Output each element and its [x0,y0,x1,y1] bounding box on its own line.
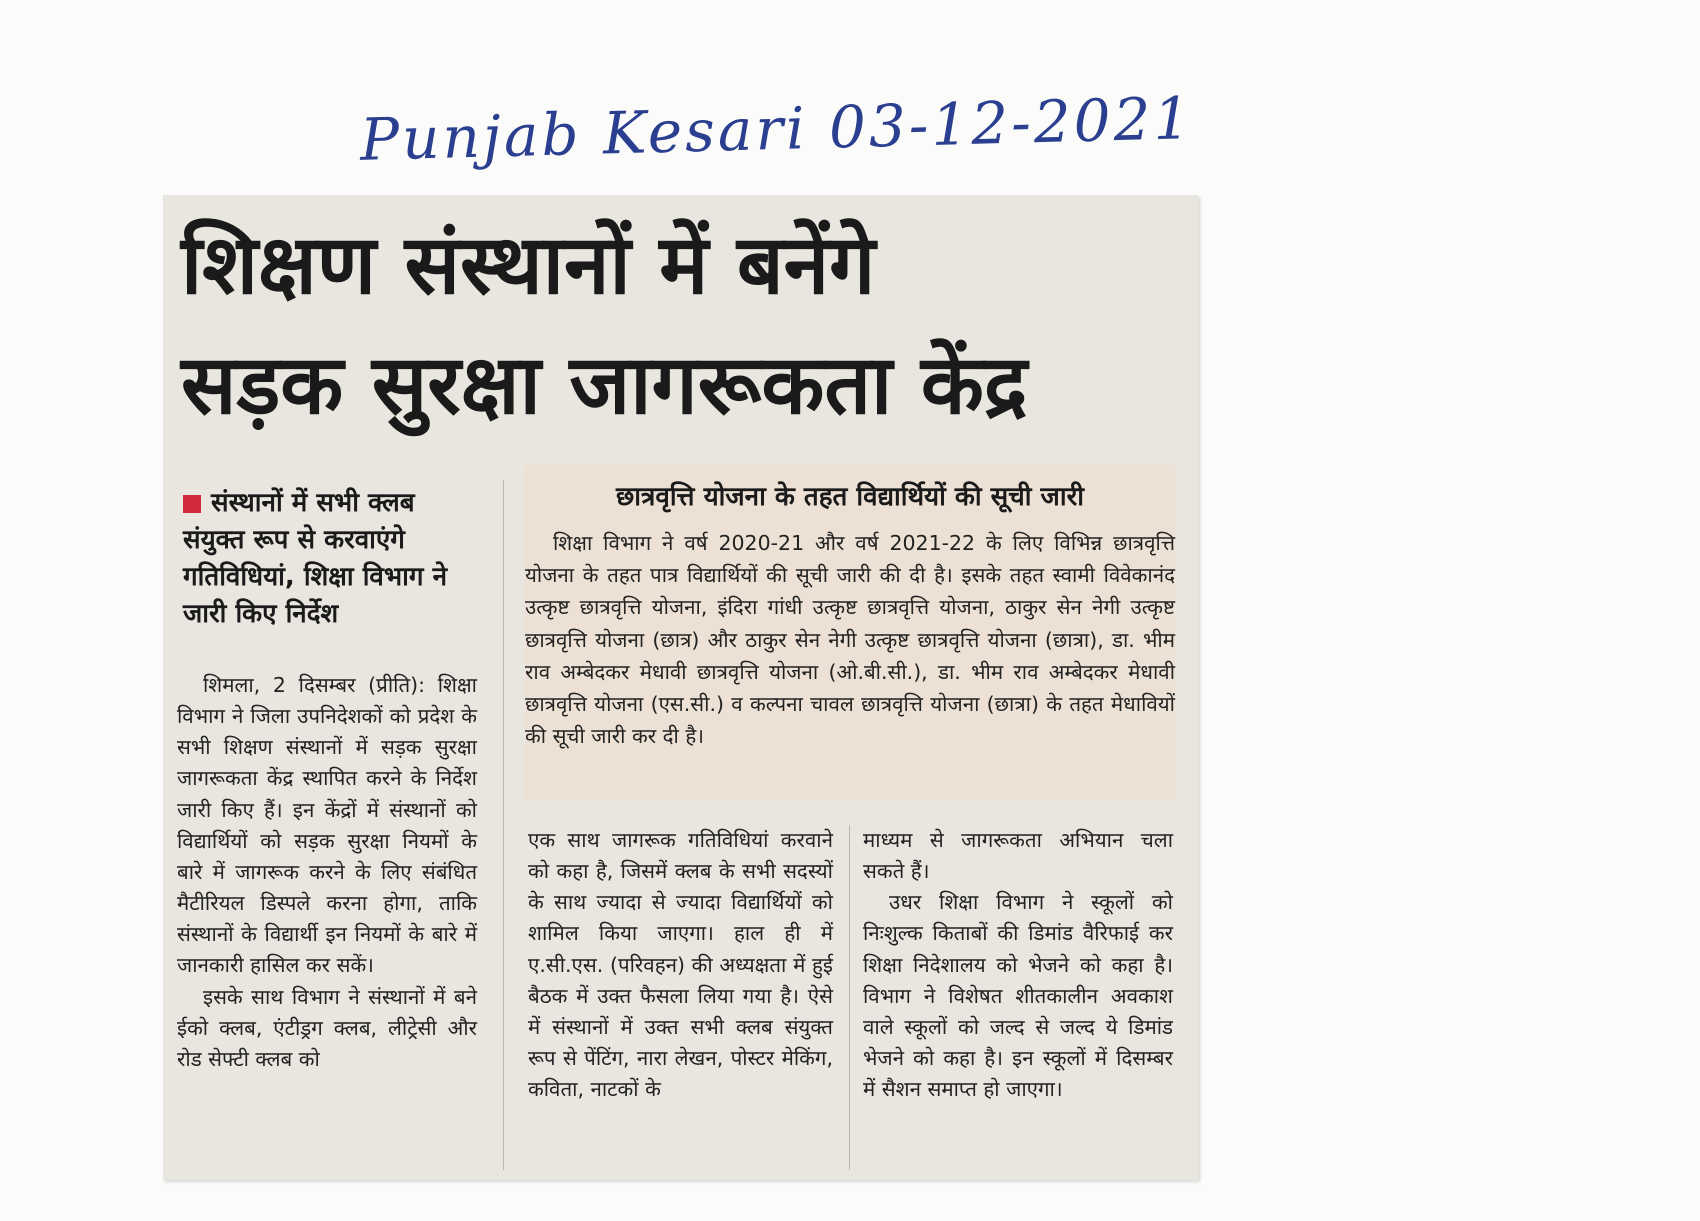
boxed-story-title: छात्रवृत्ति योजना के तहत विद्यार्थियों की सूची जारी [616,482,1084,512]
article-mid-column [528,825,833,1105]
sub-headline [183,485,468,633]
sub-headline-text: संस्थानों में सभी क्लब संयुक्त रूप से करवाएंगे गतिविधियां, शिक्षा विभाग ने जारी किए निर्देश [183,488,448,629]
article-left-column [177,670,477,1075]
article-mid-text: एक साथ जागरूक गतिविधियां करवाने को कहा है, जिसमें क्लब के सभी सदस्यों के साथ ज्यादा से ज्यादा विद्यार्थियों को शामिल किया जाएगा। हाल ही में ए.सी.एस. (परिवहन) की अध्यक्षता में हुई बैठक में उक्त फैसला लिया गया है। ऐसे में संस्थानों में उक्त सभी क्लब संयुक्त रूप से पेंटिंग, नारा लेखन, पोस्टर मेकिंग, कविता, नाटकों के [528,828,833,1102]
headline-line-1: शिक्षण संस्थानों में बनेंगे [181,218,876,313]
headline-line-2: सड़क सुरक्षा जागरूकता केंद्र [181,338,1028,433]
article-right-column [863,825,1173,1105]
newspaper-clipping [163,195,1198,1180]
column-divider [849,825,850,1170]
boxed-story [525,465,1175,800]
red-square-bullet-icon [183,495,201,513]
handwritten-note: Punjab Kesari 03-12-2021 [359,84,1195,174]
boxed-story-text: शिक्षा विभाग ने वर्ष 2020-21 और वर्ष 2021-22 के लिए विभिन्न छात्रवृत्ति योजना के तहत पात्र विद्यार्थियों की सूची जारी की दी है। इसके तहत स्वामी विवेकानंद उत्कृष्ट छात्रवृत्ति योजना, इंदिरा गांधी उत्कृष्ट छात्रवृत्ति योजना, ठाकुर सेन नेगी उत्कृष्ट छात्रवृत्ति योजना (छात्र) और ठाकुर सेन नेगी उत्कृष्ट छात्रवृत्ति योजना (छात्रा), डा. भीम राव अम्बेदकर मेधावी छात्रवृत्ति योजना (ओ.बी.सी.), डा. भीम राव अम्बेदकर मेधावी छात्रवृत्ति योजना (एस.सी.) व कल्पना चावल छात्रवृत्ति योजना (छात्रा) के तहत मेधावियों की सूची जारी कर दी है। [525,531,1175,749]
article-left-para-1: शिमला, 2 दिसम्बर (प्रीति): शिक्षा विभाग ने जिला उपनिदेशकों को प्रदेश के सभी शिक्षण संस्थानों में सड़क सुरक्षा जागरूकता केंद्र स्थापित करने के निर्देश जारी किए हैं। इन केंद्रों में संस्थानों को विद्यार्थियों को सड़क सुरक्षा नियमों के बारे में जागरूक करने के लिए संबंधित मैटीरियल डिस्पले करना होगा, ताकि संस्थानों के विद्यार्थी इन नियमों के बारे में जानकारी हासिल कर सकें। [177,673,477,978]
article-right-para-1: माध्यम से जागरूकता अभियान चला सकते हैं। [863,828,1173,884]
boxed-story-body [525,527,1175,752]
column-divider [503,480,504,1170]
article-left-para-2: इसके साथ विभाग ने संस्थानों में बने ईको क्लब, एंटीड्रग क्लब, लीट्रेसी और रोड सेफ्टी क्लब को [177,984,477,1071]
article-right-para-2: उधर शिक्षा विभाग ने स्कूलों को निःशुल्क किताबों की डिमांड वैरिफाई कर शिक्षा निदेशालय को भेजने को कहा है। विभाग ने विशेषत शीतकालीन अवकाश वाले स्कूलों को जल्द से जल्द ये डिमांड भेजने को कहा है। इन स्कूलों में दिसम्बर में सैशन समाप्त हो जाएगा। [863,890,1173,1102]
